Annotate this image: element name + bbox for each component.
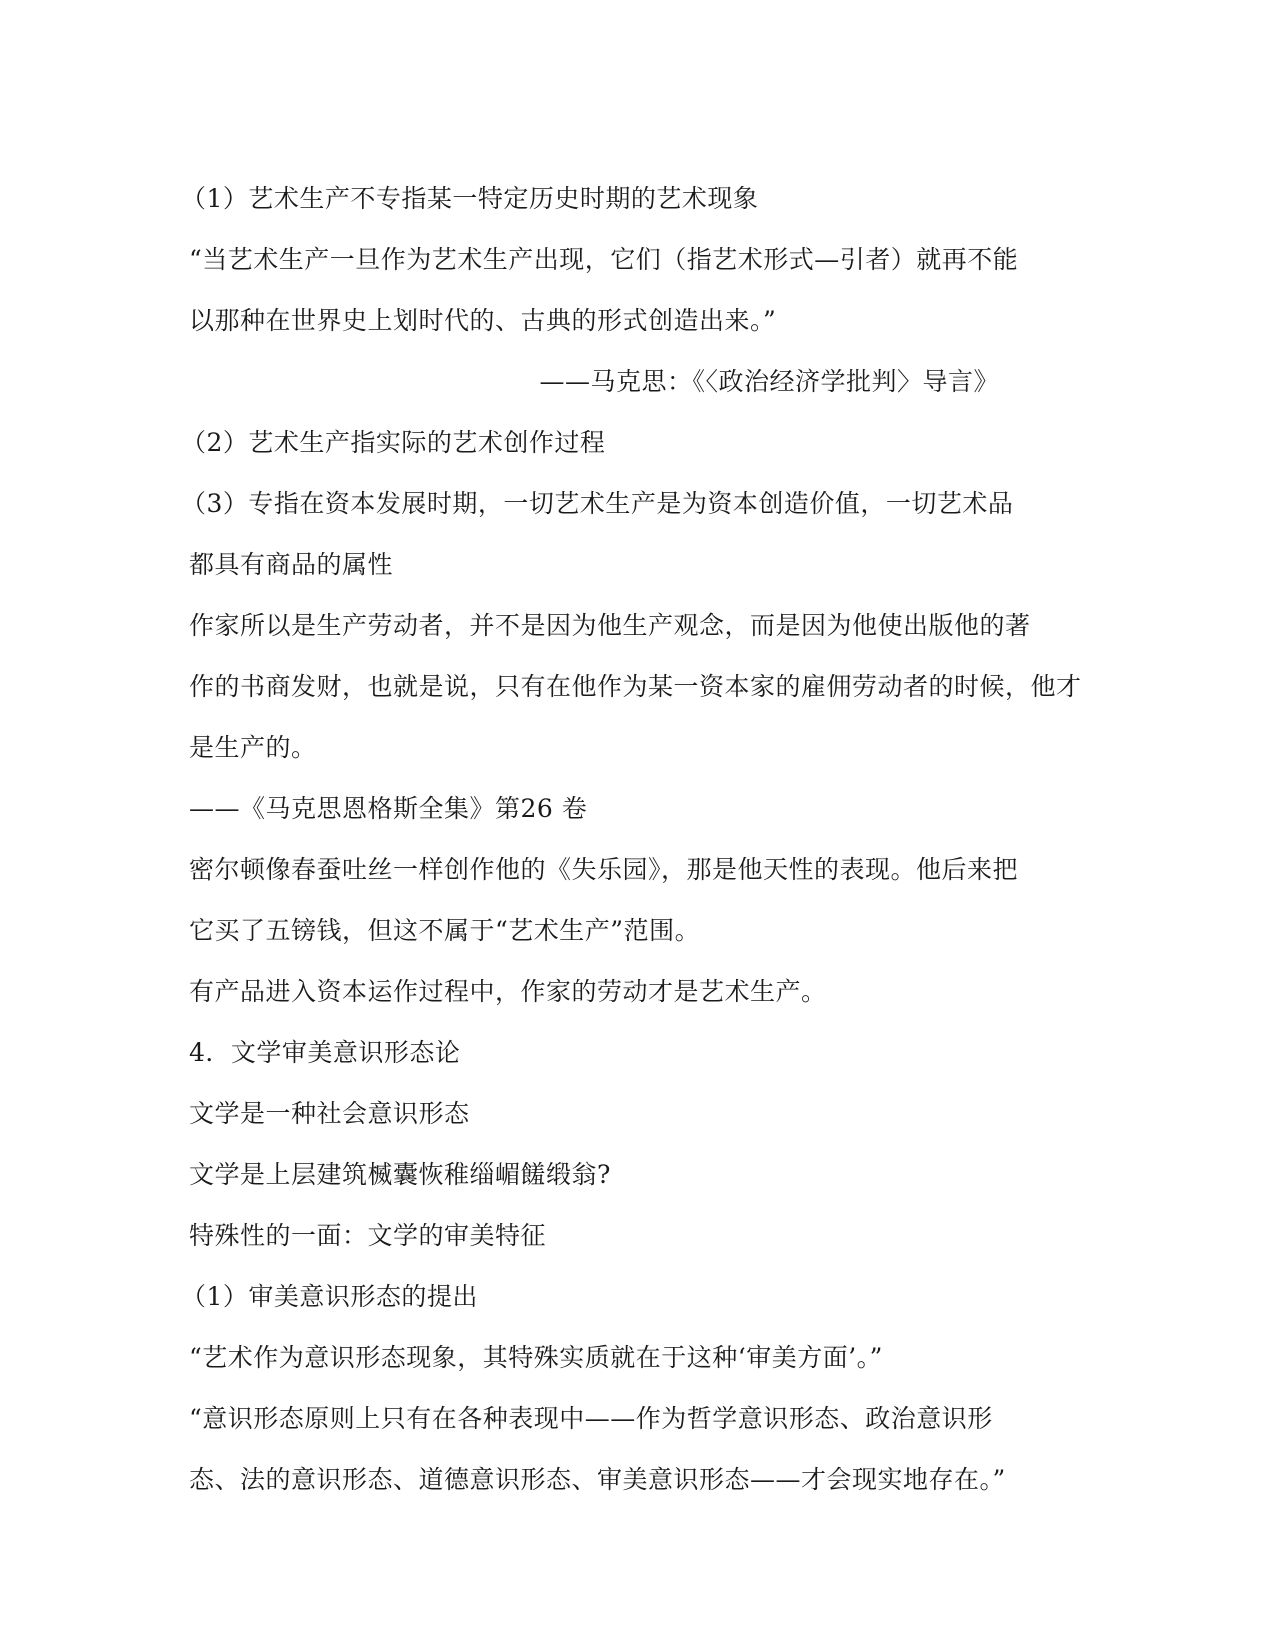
text-line: 是生产的。 xyxy=(189,733,317,762)
text-line: （2）艺术生产指实际的艺术创作过程 xyxy=(181,428,606,457)
text-line: “意识形态原则上只有在各种表现中——作为哲学意识形态、政治意识形 xyxy=(189,1404,993,1433)
text-line: 以那种在世界史上划时代的、古典的形式创造出来。” xyxy=(189,306,777,335)
text-line: 文学是上层建筑楲囊恢稚缁嵋饈缎翁? xyxy=(189,1160,611,1189)
text-line: 文学是一种社会意识形态 xyxy=(189,1099,470,1128)
quote-attribution: ——《马克思恩格斯全集》第26 卷 xyxy=(189,794,588,823)
text-line: （1）艺术生产不专指某一特定历史时期的艺术现象 xyxy=(181,184,759,213)
quote-attribution: ——马克思：《〈政治经济学批判〉导言》 xyxy=(539,367,999,396)
text-line: 有产品进入资本运作过程中，作家的劳动才是艺术生产。 xyxy=(189,977,827,1006)
text-line: （1）审美意识形态的提出 xyxy=(181,1282,478,1311)
text-line: “艺术作为意识形态现象，其特殊实质就在于这种‘审美方面’。” xyxy=(189,1343,883,1372)
text-line: 态、法的意识形态、道德意识形态、审美意识形态——才会现实地存在。” xyxy=(189,1465,1006,1494)
text-line: 作家所以是生产劳动者，并不是因为他生产观念，而是因为他使出版他的著 xyxy=(189,611,1031,640)
text-line: 都具有商品的属性 xyxy=(189,550,394,579)
text-line: 特殊性的一面：文学的审美特征 xyxy=(189,1221,547,1250)
text-line: （3）专指在资本发展时期，一切艺术生产是为资本创造价值，一切艺术品 xyxy=(181,489,1014,518)
text-line: 它买了五镑钱，但这不属于“艺术生产”范围。 xyxy=(189,916,701,945)
section-heading: 4．文学审美意识形态论 xyxy=(189,1038,461,1067)
document-body xyxy=(181,168,1089,1510)
text-line: 密尔顿像春蚕吐丝一样创作他的《失乐园》，那是他天性的表现。他后来把 xyxy=(189,855,1019,884)
text-line: 作的书商发财，也就是说，只有在他作为某一资本家的雇佣劳动者的时候，他才 xyxy=(189,672,1082,701)
text-line: “当艺术生产一旦作为艺术生产出现，它们（指艺术形式—引者）就再不能 xyxy=(189,245,1019,274)
